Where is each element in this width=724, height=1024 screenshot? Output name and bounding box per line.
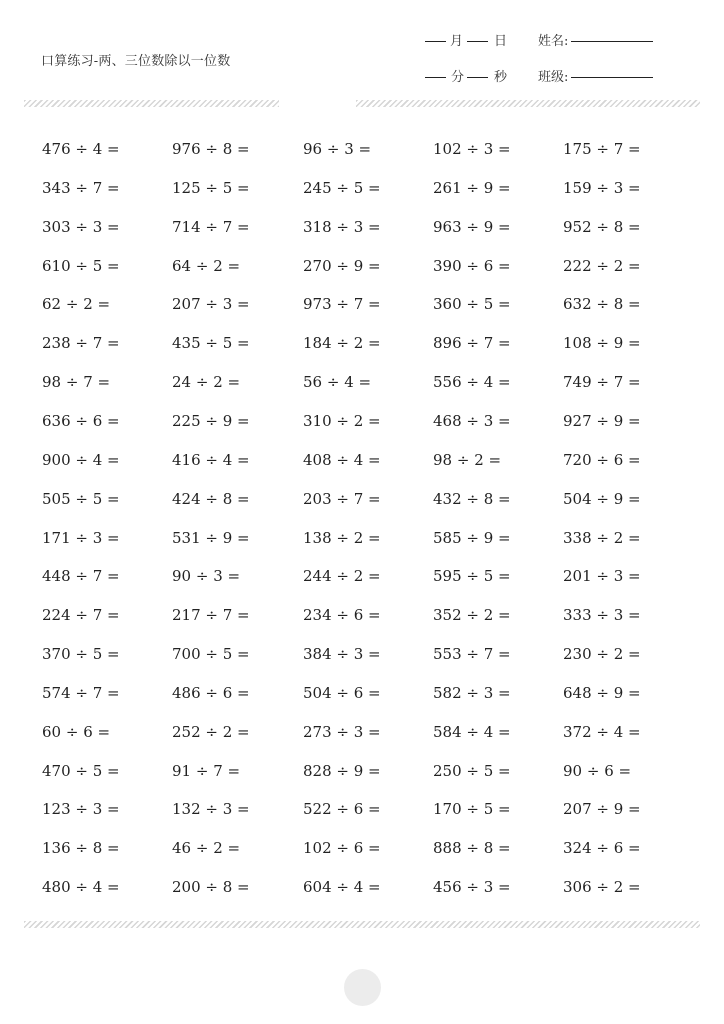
problem-item: 333 ÷ 3 =: [563, 606, 641, 624]
problem-item: 175 ÷ 7 =: [563, 140, 641, 158]
problem-item: 338 ÷ 2 =: [563, 529, 641, 547]
time-blank-minutes[interactable]: [425, 65, 446, 78]
problem-item: 595 ÷ 5 =: [433, 567, 511, 585]
problem-item: 108 ÷ 9 =: [563, 334, 641, 352]
page-indicator[interactable]: [344, 969, 381, 1006]
minute-label: 分: [451, 70, 465, 85]
problem-item: 963 ÷ 9 =: [433, 218, 511, 236]
problem-item: 270 ÷ 9 =: [303, 257, 381, 275]
date-blank-day[interactable]: [467, 29, 488, 42]
problem-item: 468 ÷ 3 =: [433, 412, 511, 430]
problem-item: 360 ÷ 5 =: [433, 295, 511, 313]
problem-item: 138 ÷ 2 =: [303, 529, 381, 547]
problem-item: 225 ÷ 9 =: [172, 412, 250, 430]
problem-item: 303 ÷ 3 =: [42, 218, 120, 236]
problem-item: 91 ÷ 7 =: [172, 762, 241, 780]
problem-item: 234 ÷ 6 =: [303, 606, 381, 624]
problem-item: 531 ÷ 9 =: [172, 529, 250, 547]
problem-item: 976 ÷ 8 =: [172, 140, 250, 158]
problem-item: 123 ÷ 3 =: [42, 800, 120, 818]
problem-item: 700 ÷ 5 =: [172, 645, 250, 663]
problem-item: 522 ÷ 6 =: [303, 800, 381, 818]
problem-item: 585 ÷ 9 =: [433, 529, 511, 547]
problem-item: 125 ÷ 5 =: [172, 179, 250, 197]
problem-item: 632 ÷ 8 =: [563, 295, 641, 313]
problem-item: 352 ÷ 2 =: [433, 606, 511, 624]
day-label: 日: [494, 34, 508, 49]
problem-item: 136 ÷ 8 =: [42, 839, 120, 857]
problem-item: 62 ÷ 2 =: [42, 295, 111, 313]
problem-item: 200 ÷ 8 =: [172, 878, 250, 896]
problem-item: 504 ÷ 9 =: [563, 490, 641, 508]
second-label: 秒: [494, 70, 508, 85]
problem-item: 90 ÷ 6 =: [563, 762, 632, 780]
problem-item: 222 ÷ 2 =: [563, 257, 641, 275]
problem-item: 828 ÷ 9 =: [303, 762, 381, 780]
problem-item: 372 ÷ 4 =: [563, 723, 641, 741]
problem-item: 203 ÷ 7 =: [303, 490, 381, 508]
problem-item: 604 ÷ 4 =: [303, 878, 381, 896]
problem-item: 46 ÷ 2 =: [172, 839, 241, 857]
problem-item: 408 ÷ 4 =: [303, 451, 381, 469]
month-label: 月: [450, 34, 464, 49]
problem-item: 244 ÷ 2 =: [303, 567, 381, 585]
problem-item: 390 ÷ 6 =: [433, 257, 511, 275]
problem-item: 98 ÷ 7 =: [42, 373, 111, 391]
problem-item: 273 ÷ 3 =: [303, 723, 381, 741]
problem-item: 416 ÷ 4 =: [172, 451, 250, 469]
date-blank-month[interactable]: [425, 29, 446, 42]
problem-item: 170 ÷ 5 =: [433, 800, 511, 818]
problem-item: 504 ÷ 6 =: [303, 684, 381, 702]
problem-item: 648 ÷ 9 =: [563, 684, 641, 702]
problem-item: 424 ÷ 8 =: [172, 490, 250, 508]
problem-item: 553 ÷ 7 =: [433, 645, 511, 663]
problem-item: 24 ÷ 2 =: [172, 373, 241, 391]
problem-item: 159 ÷ 3 =: [563, 179, 641, 197]
footer-divider: [24, 921, 700, 928]
problem-item: 64 ÷ 2 =: [172, 257, 241, 275]
problem-item: 132 ÷ 3 =: [172, 800, 250, 818]
problem-item: 952 ÷ 8 =: [563, 218, 641, 236]
problem-item: 927 ÷ 9 =: [563, 412, 641, 430]
problem-item: 476 ÷ 4 =: [42, 140, 120, 158]
problem-item: 456 ÷ 3 =: [433, 878, 511, 896]
problem-item: 505 ÷ 5 =: [42, 490, 120, 508]
class-field[interactable]: [571, 65, 653, 78]
problem-item: 582 ÷ 3 =: [433, 684, 511, 702]
problem-item: 310 ÷ 2 =: [303, 412, 381, 430]
problem-item: 370 ÷ 5 =: [42, 645, 120, 663]
problem-item: 384 ÷ 3 =: [303, 645, 381, 663]
problem-item: 224 ÷ 7 =: [42, 606, 120, 624]
problem-item: 435 ÷ 5 =: [172, 334, 250, 352]
problem-item: 201 ÷ 3 =: [563, 567, 641, 585]
problem-item: 217 ÷ 7 =: [172, 606, 250, 624]
time-blank-seconds[interactable]: [467, 65, 488, 78]
problem-item: 556 ÷ 4 =: [433, 373, 511, 391]
problem-item: 102 ÷ 6 =: [303, 839, 381, 857]
problem-item: 896 ÷ 7 =: [433, 334, 511, 352]
problem-item: 973 ÷ 7 =: [303, 295, 381, 313]
problem-item: 250 ÷ 5 =: [433, 762, 511, 780]
problem-item: 432 ÷ 8 =: [433, 490, 511, 508]
name-field[interactable]: [571, 29, 653, 42]
problem-item: 749 ÷ 7 =: [563, 373, 641, 391]
header-divider-right: [356, 100, 700, 107]
problem-item: 900 ÷ 4 =: [42, 451, 120, 469]
problem-item: 245 ÷ 5 =: [303, 179, 381, 197]
problem-item: 574 ÷ 7 =: [42, 684, 120, 702]
class-label: 班级:: [538, 70, 569, 85]
problem-item: 720 ÷ 6 =: [563, 451, 641, 469]
problem-item: 252 ÷ 2 =: [172, 723, 250, 741]
problem-item: 343 ÷ 7 =: [42, 179, 120, 197]
problem-item: 714 ÷ 7 =: [172, 218, 250, 236]
problem-item: 90 ÷ 3 =: [172, 567, 241, 585]
problem-item: 318 ÷ 3 =: [303, 218, 381, 236]
problem-item: 470 ÷ 5 =: [42, 762, 120, 780]
problem-item: 324 ÷ 6 =: [563, 839, 641, 857]
problem-item: 306 ÷ 2 =: [563, 878, 641, 896]
problem-item: 98 ÷ 2 =: [433, 451, 502, 469]
problem-item: 207 ÷ 3 =: [172, 295, 250, 313]
problem-item: 171 ÷ 3 =: [42, 529, 120, 547]
problem-item: 584 ÷ 4 =: [433, 723, 511, 741]
problem-item: 486 ÷ 6 =: [172, 684, 250, 702]
problem-item: 96 ÷ 3 =: [303, 140, 372, 158]
problem-item: 480 ÷ 4 =: [42, 878, 120, 896]
problem-item: 207 ÷ 9 =: [563, 800, 641, 818]
problem-item: 238 ÷ 7 =: [42, 334, 120, 352]
name-label: 姓名:: [538, 34, 569, 49]
worksheet-title: 口算练习-两、三位数除以一位数: [41, 54, 231, 69]
header-divider-left: [24, 100, 279, 107]
problem-item: 448 ÷ 7 =: [42, 567, 120, 585]
problem-item: 261 ÷ 9 =: [433, 179, 511, 197]
problem-item: 230 ÷ 2 =: [563, 645, 641, 663]
problem-item: 636 ÷ 6 =: [42, 412, 120, 430]
problem-item: 610 ÷ 5 =: [42, 257, 120, 275]
problem-item: 60 ÷ 6 =: [42, 723, 111, 741]
problem-item: 56 ÷ 4 =: [303, 373, 372, 391]
problem-item: 184 ÷ 2 =: [303, 334, 381, 352]
problem-item: 102 ÷ 3 =: [433, 140, 511, 158]
problem-item: 888 ÷ 8 =: [433, 839, 511, 857]
